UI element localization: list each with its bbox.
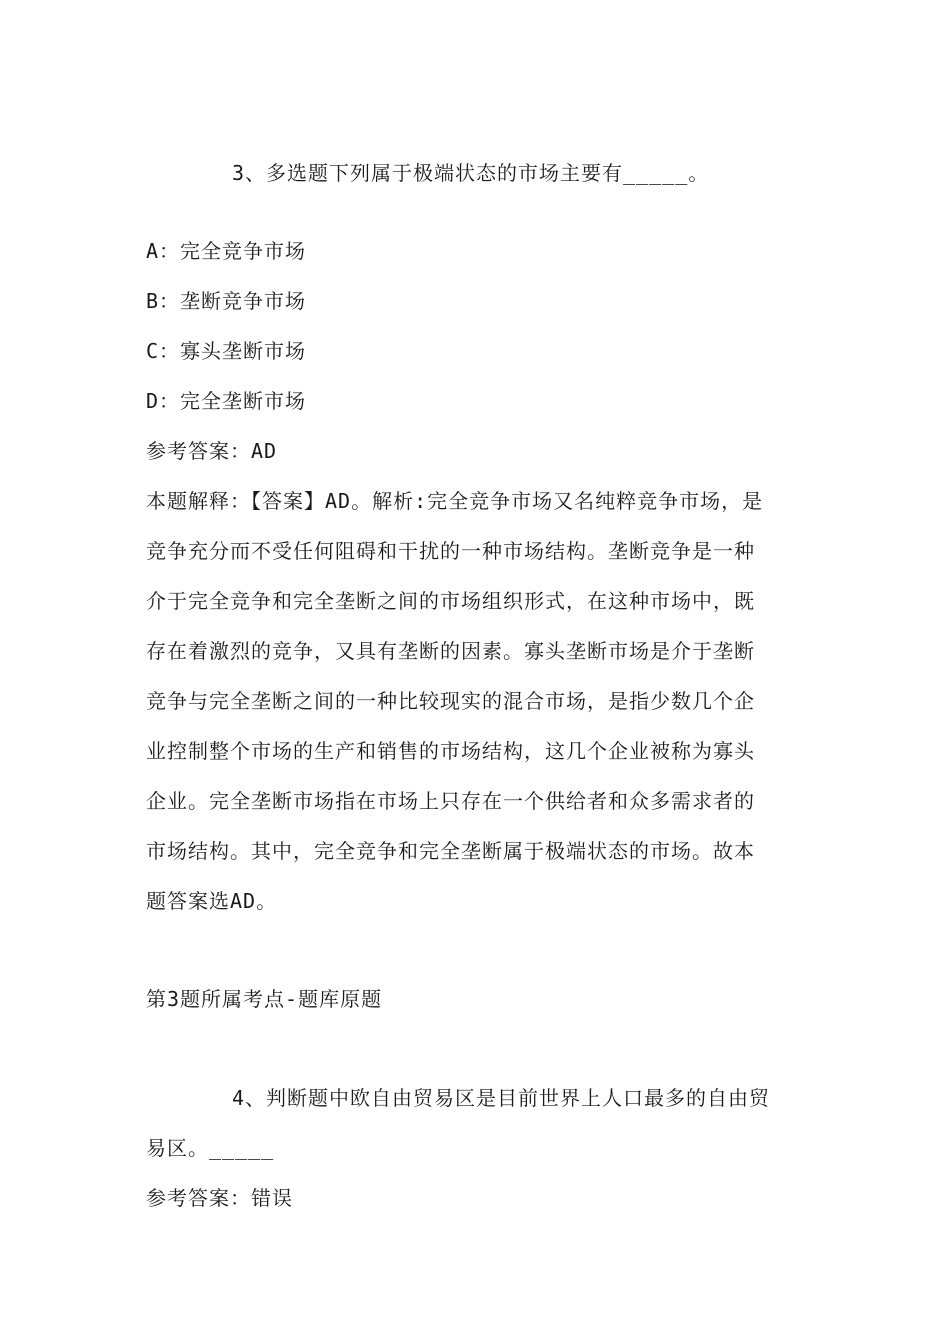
explanation-line: 企业。完全垄断市场指在市场上只存在一个供给者和众多需求者的	[146, 789, 755, 813]
explanation-line: 竞争充分而不受任何阻碍和干扰的一种市场结构。垄断竞争是一种	[146, 539, 755, 563]
answer-3: 参考答案：AD	[146, 439, 278, 463]
question-4-text-cont: 易区。_____	[146, 1136, 275, 1160]
explanation-line: 竞争与完全垄断之间的一种比较现实的混合市场，是指少数几个企	[146, 689, 755, 713]
option-d: D：完全垄断市场	[146, 389, 307, 413]
explanation-line: 市场结构。其中，完全竞争和完全垄断属于极端状态的市场。故本	[146, 839, 755, 863]
question-4-text: 4、判断题中欧自由贸易区是目前世界上人口最多的自由贸	[232, 1086, 771, 1110]
explanation-line: 题答案选AD。	[146, 889, 278, 913]
explanation-line: 介于完全竞争和完全垄断之间的市场组织形式，在这种市场中，既	[146, 589, 755, 613]
explanation-line: 本题解释：【答案】AD。解析:完全竞争市场又名纯粹竞争市场，是	[146, 489, 764, 513]
topic-label: 第3题所属考点-题库原题	[146, 987, 383, 1011]
option-b: B：垄断竞争市场	[146, 289, 307, 313]
answer-4: 参考答案：错误	[146, 1186, 293, 1210]
question-3-text: 3、多选题下列属于极端状态的市场主要有_____。	[232, 161, 710, 185]
explanation-line: 业控制整个市场的生产和销售的市场结构，这几个企业被称为寡头	[146, 739, 755, 763]
explanation-line: 存在着激烈的竞争，又具有垄断的因素。寡头垄断市场是介于垄断	[146, 639, 755, 663]
option-c: C：寡头垄断市场	[146, 339, 307, 363]
option-a: A：完全竞争市场	[146, 239, 307, 263]
